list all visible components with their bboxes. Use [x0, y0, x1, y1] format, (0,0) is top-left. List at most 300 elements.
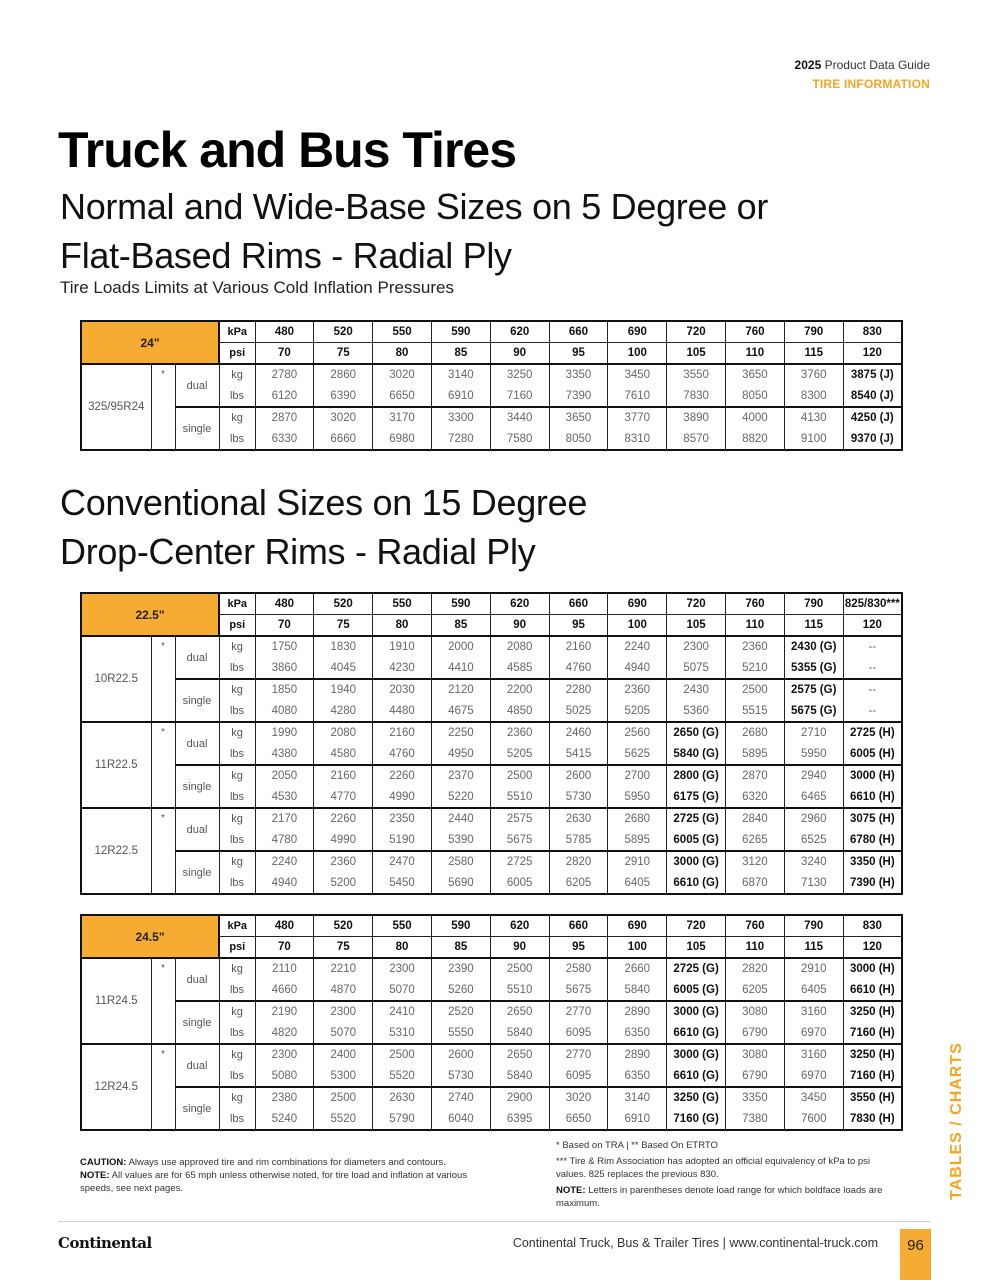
psi-value: 85 — [431, 615, 490, 637]
load-value: 4130 — [784, 407, 843, 429]
load-value: 5310 — [373, 1023, 432, 1045]
load-value: 2160 — [373, 722, 432, 744]
load-value: 2890 — [608, 1044, 667, 1066]
load-value: 2500 — [490, 958, 549, 980]
continental-logo: Continental — [58, 1234, 152, 1252]
load-value: 2600 — [549, 765, 608, 787]
tire-size: 12R22.5 — [81, 808, 151, 894]
kpa-value: 760 — [726, 593, 785, 615]
load-value: 2575 (G) — [784, 679, 843, 701]
psi-value: 110 — [726, 343, 785, 365]
load-value: 2960 — [784, 808, 843, 830]
load-value: 2680 — [726, 722, 785, 744]
load-value: 6780 (H) — [843, 830, 902, 852]
load-value: 8310 — [608, 429, 667, 451]
load-value: 5025 — [549, 701, 608, 723]
load-value: 4675 — [431, 701, 490, 723]
notes-footnotes — [556, 1139, 896, 1213]
load-value: 2560 — [608, 722, 667, 744]
psi-value: 90 — [490, 615, 549, 637]
load-value: 3000 (G) — [667, 851, 726, 873]
load-value: 3770 — [608, 407, 667, 429]
psi-value: 105 — [667, 937, 726, 959]
kpa-value: 830 — [843, 321, 902, 343]
section2-subtitle-line2: Drop-Center Rims - Radial Ply — [60, 531, 536, 572]
load-value: 5550 — [431, 1023, 490, 1045]
section1-caption: Tire Loads Limits at Various Cold Inflation Pressures — [60, 278, 455, 297]
kpa-value: 790 — [784, 321, 843, 343]
mount-type: dual — [175, 722, 219, 765]
section1-subtitle-line2: Flat-Based Rims - Radial Ply — [60, 235, 512, 276]
load-value: 4870 — [314, 980, 373, 1002]
load-value: 8820 — [726, 429, 785, 451]
kpa-value: 660 — [549, 321, 608, 343]
load-value: 7380 — [726, 1109, 785, 1131]
load-value: 4000 — [726, 407, 785, 429]
load-value: 2360 — [608, 679, 667, 701]
load-value: 2460 — [549, 722, 608, 744]
load-value: 2520 — [431, 1001, 490, 1023]
section1-subtitle — [60, 182, 768, 280]
kpa-value: 480 — [255, 321, 314, 343]
load-value: 3550 (H) — [843, 1087, 902, 1109]
load-value: 3000 (G) — [667, 1044, 726, 1066]
load-value: 6120 — [255, 386, 314, 408]
load-value: 5080 — [255, 1066, 314, 1088]
load-value: 2110 — [255, 958, 314, 980]
unit-label: lbs — [219, 787, 255, 809]
psi-value: 70 — [255, 937, 314, 959]
psi-value: 105 — [667, 343, 726, 365]
load-value: 5675 — [490, 830, 549, 852]
load-value: 5070 — [373, 980, 432, 1002]
load-value: 3350 (H) — [843, 851, 902, 873]
load-value: 4250 (J) — [843, 407, 902, 429]
load-value: 4940 — [608, 658, 667, 680]
tire-size: 11R24.5 — [81, 958, 151, 1044]
kpa-value: 590 — [431, 915, 490, 937]
guide-year: 2025 — [794, 58, 822, 72]
load-value: 7600 — [784, 1109, 843, 1131]
unit-label: lbs — [219, 830, 255, 852]
load-value: 2360 — [490, 722, 549, 744]
load-value: 6330 — [255, 429, 314, 451]
kpa-value: 520 — [314, 321, 373, 343]
load-value: 5300 — [314, 1066, 373, 1088]
load-value: 5520 — [314, 1109, 373, 1131]
load-value: 4760 — [549, 658, 608, 680]
load-value: 3000 (G) — [667, 1001, 726, 1023]
load-value: 4850 — [490, 701, 549, 723]
load-value: 3240 — [784, 851, 843, 873]
load-value: 6320 — [726, 787, 785, 809]
mount-type: dual — [175, 364, 219, 407]
kpa-value: 830 — [843, 915, 902, 937]
load-value: 3250 (H) — [843, 1044, 902, 1066]
table-row — [81, 407, 902, 429]
load-value: 6265 — [726, 830, 785, 852]
unit-label: kg — [219, 808, 255, 830]
load-value: 4280 — [314, 701, 373, 723]
tire-load-table — [80, 914, 903, 1131]
load-value: 2870 — [255, 407, 314, 429]
load-value: 2400 — [314, 1044, 373, 1066]
unit-label: lbs — [219, 1023, 255, 1045]
load-value: 2300 — [255, 1044, 314, 1066]
load-value: 2660 — [608, 958, 667, 980]
load-value: 1850 — [255, 679, 314, 701]
load-value: 6095 — [549, 1023, 608, 1045]
load-value: 2580 — [549, 958, 608, 980]
load-value: 3075 (H) — [843, 808, 902, 830]
load-value: 2890 — [608, 1001, 667, 1023]
load-value: 4585 — [490, 658, 549, 680]
load-value: 4230 — [373, 658, 432, 680]
load-value: 4530 — [255, 787, 314, 809]
mount-type: single — [175, 1001, 219, 1044]
table-row — [81, 765, 902, 787]
load-value: 6350 — [608, 1066, 667, 1088]
load-value: 5355 (G) — [784, 658, 843, 680]
load-value: 4990 — [373, 787, 432, 809]
kpa-value: 520 — [314, 593, 373, 615]
load-value: 6175 (G) — [667, 787, 726, 809]
load-value: 4660 — [255, 980, 314, 1002]
tra-marker: * — [151, 958, 175, 1044]
load-value: 3875 (J) — [843, 364, 902, 386]
load-value: -- — [843, 701, 902, 723]
kpa-value: 690 — [608, 321, 667, 343]
load-value: 3650 — [549, 407, 608, 429]
unit-label: lbs — [219, 744, 255, 766]
load-value: 6525 — [784, 830, 843, 852]
unit-label: lbs — [219, 980, 255, 1002]
footnote-tra-etrto: * Based on TRA | ** Based On ETRTO — [556, 1140, 718, 1151]
psi-value: 95 — [549, 937, 608, 959]
load-value: 6970 — [784, 1066, 843, 1088]
load-value: 7390 (H) — [843, 873, 902, 895]
load-value: 4760 — [373, 744, 432, 766]
footer-divider — [58, 1221, 930, 1222]
tire-size: 12R24.5 — [81, 1044, 151, 1130]
load-value: 5950 — [784, 744, 843, 766]
psi-value: 80 — [373, 937, 432, 959]
psi-value: 95 — [549, 343, 608, 365]
load-value: 5675 — [549, 980, 608, 1002]
load-value: 2500 — [490, 765, 549, 787]
mount-type: dual — [175, 636, 219, 679]
psi-value: 80 — [373, 615, 432, 637]
load-value: 2000 — [431, 636, 490, 658]
load-value: 7830 — [667, 386, 726, 408]
load-value: 2300 — [314, 1001, 373, 1023]
load-value: 2500 — [373, 1044, 432, 1066]
kpa-value: 550 — [373, 593, 432, 615]
kpa-value: 520 — [314, 915, 373, 937]
load-value: 5205 — [608, 701, 667, 723]
load-value: 5210 — [726, 658, 785, 680]
load-value: 2700 — [608, 765, 667, 787]
load-value: 2080 — [490, 636, 549, 658]
kpa-value: 480 — [255, 915, 314, 937]
unit-label: kg — [219, 851, 255, 873]
kpa-value: 480 — [255, 593, 314, 615]
note-label-right: NOTE: — [556, 1185, 586, 1196]
kpa-label: kPa — [219, 593, 255, 615]
load-value: 5690 — [431, 873, 490, 895]
load-value: 2410 — [373, 1001, 432, 1023]
notes-caution — [80, 1156, 500, 1195]
rim-diameter-header: 22.5" — [81, 593, 219, 636]
tra-marker: * — [151, 636, 175, 722]
psi-value: 85 — [431, 343, 490, 365]
load-value: 2360 — [314, 851, 373, 873]
load-value: 3300 — [431, 407, 490, 429]
load-value: 3450 — [784, 1087, 843, 1109]
load-value: 2160 — [314, 765, 373, 787]
load-value: 2360 — [726, 636, 785, 658]
tire-load-table — [80, 320, 903, 451]
unit-label: kg — [219, 636, 255, 658]
load-value: 8050 — [726, 386, 785, 408]
load-value: 2740 — [431, 1087, 490, 1109]
kpa-value: 720 — [667, 321, 726, 343]
psi-value: 80 — [373, 343, 432, 365]
load-value: 7160 — [490, 386, 549, 408]
psi-value: 75 — [314, 343, 373, 365]
load-value: 2260 — [314, 808, 373, 830]
load-value: 3020 — [314, 407, 373, 429]
load-value: 2650 — [490, 1001, 549, 1023]
load-value: 6205 — [726, 980, 785, 1002]
psi-value: 115 — [784, 937, 843, 959]
load-value: 6405 — [784, 980, 843, 1002]
load-value: 5070 — [314, 1023, 373, 1045]
load-value: 8300 — [784, 386, 843, 408]
load-value: 2030 — [373, 679, 432, 701]
load-value: 3080 — [726, 1044, 785, 1066]
psi-value: 100 — [608, 343, 667, 365]
load-value: 5730 — [549, 787, 608, 809]
load-value: 6350 — [608, 1023, 667, 1045]
mount-type: single — [175, 1087, 219, 1130]
psi-value: 115 — [784, 343, 843, 365]
load-value: -- — [843, 679, 902, 701]
psi-label: psi — [219, 937, 255, 959]
load-value: 2870 — [726, 765, 785, 787]
load-value: 3000 (H) — [843, 765, 902, 787]
load-value: 3250 (G) — [667, 1087, 726, 1109]
load-value: 8050 — [549, 429, 608, 451]
load-value: 4820 — [255, 1023, 314, 1045]
load-value: 5625 — [608, 744, 667, 766]
load-value: 3000 (H) — [843, 958, 902, 980]
load-value: 4045 — [314, 658, 373, 680]
load-value: 2710 — [784, 722, 843, 744]
load-value: 6005 (H) — [843, 744, 902, 766]
table-row — [81, 1001, 902, 1023]
tire-size: 10R22.5 — [81, 636, 151, 722]
load-value: 2770 — [549, 1001, 608, 1023]
load-value: 5515 — [726, 701, 785, 723]
load-value: 3250 (H) — [843, 1001, 902, 1023]
load-value: 2500 — [314, 1087, 373, 1109]
load-value: 5520 — [373, 1066, 432, 1088]
load-value: 6980 — [373, 429, 432, 451]
unit-label: lbs — [219, 873, 255, 895]
load-value: 6005 (G) — [667, 980, 726, 1002]
load-value: 6005 — [490, 873, 549, 895]
load-value: 3160 — [784, 1044, 843, 1066]
tire-size: 11R22.5 — [81, 722, 151, 808]
load-value: 2240 — [608, 636, 667, 658]
rim-diameter-header: 24" — [81, 321, 219, 364]
load-value: 2350 — [373, 808, 432, 830]
load-value: 7580 — [490, 429, 549, 451]
table-row — [81, 364, 902, 386]
load-value: 7160 (H) — [843, 1066, 902, 1088]
load-value: 1830 — [314, 636, 373, 658]
table-row — [81, 808, 902, 830]
unit-label: lbs — [219, 701, 255, 723]
load-value: -- — [843, 636, 902, 658]
load-value: 1750 — [255, 636, 314, 658]
load-value: 7160 (G) — [667, 1109, 726, 1131]
load-value: 8540 (J) — [843, 386, 902, 408]
psi-value: 115 — [784, 615, 843, 637]
unit-label: lbs — [219, 1109, 255, 1131]
tra-marker: * — [151, 364, 175, 450]
load-value: 5360 — [667, 701, 726, 723]
load-value: 4770 — [314, 787, 373, 809]
load-value: 3650 — [726, 364, 785, 386]
psi-value: 110 — [726, 615, 785, 637]
load-value: 2370 — [431, 765, 490, 787]
unit-label: kg — [219, 679, 255, 701]
load-value: 2300 — [373, 958, 432, 980]
load-value: -- — [843, 658, 902, 680]
load-value: 5895 — [608, 830, 667, 852]
load-value: 3440 — [490, 407, 549, 429]
psi-value: 90 — [490, 343, 549, 365]
load-value: 7610 — [608, 386, 667, 408]
psi-value: 70 — [255, 343, 314, 365]
load-value: 2650 — [490, 1044, 549, 1066]
section1-subtitle-line1: Normal and Wide-Base Sizes on 5 Degree or — [60, 186, 769, 227]
load-value: 2500 — [726, 679, 785, 701]
load-value: 2440 — [431, 808, 490, 830]
load-value: 8570 — [667, 429, 726, 451]
load-value: 5205 — [490, 744, 549, 766]
table-row — [81, 636, 902, 658]
load-value: 6610 (H) — [843, 980, 902, 1002]
load-value: 3120 — [726, 851, 785, 873]
load-value: 4940 — [255, 873, 314, 895]
unit-label: lbs — [219, 658, 255, 680]
load-value: 6610 (G) — [667, 873, 726, 895]
mount-type: single — [175, 765, 219, 808]
load-value: 5390 — [431, 830, 490, 852]
load-value: 4410 — [431, 658, 490, 680]
load-value: 3350 — [726, 1087, 785, 1109]
load-value: 2580 — [431, 851, 490, 873]
load-value: 6870 — [726, 873, 785, 895]
load-value: 2170 — [255, 808, 314, 830]
load-value: 3020 — [373, 364, 432, 386]
load-value: 5220 — [431, 787, 490, 809]
table-row — [81, 1044, 902, 1066]
load-value: 5840 (G) — [667, 744, 726, 766]
load-value: 2470 — [373, 851, 432, 873]
mount-type: single — [175, 407, 219, 450]
tire-size: 325/95R24 — [81, 364, 151, 450]
load-value: 6610 (G) — [667, 1023, 726, 1045]
load-value: 2680 — [608, 808, 667, 830]
kpa-value: 760 — [726, 915, 785, 937]
psi-value: 95 — [549, 615, 608, 637]
mount-type: single — [175, 851, 219, 894]
load-value: 3860 — [255, 658, 314, 680]
guide-header — [795, 56, 930, 94]
load-value: 4480 — [373, 701, 432, 723]
load-value: 6970 — [784, 1023, 843, 1045]
load-value: 6040 — [431, 1109, 490, 1131]
psi-value: 100 — [608, 615, 667, 637]
psi-value: 120 — [843, 937, 902, 959]
unit-label: kg — [219, 407, 255, 429]
load-value: 4380 — [255, 744, 314, 766]
load-value: 3170 — [373, 407, 432, 429]
side-tab-tables-charts: TABLES / CHARTS — [948, 1042, 965, 1200]
load-value: 7160 (H) — [843, 1023, 902, 1045]
table-row — [81, 679, 902, 701]
psi-value: 75 — [314, 937, 373, 959]
load-value: 6910 — [431, 386, 490, 408]
load-value: 5415 — [549, 744, 608, 766]
load-value: 7830 (H) — [843, 1109, 902, 1131]
load-value: 2630 — [373, 1087, 432, 1109]
load-value: 6395 — [490, 1109, 549, 1131]
note-label: NOTE: — [80, 1170, 110, 1181]
mount-type: dual — [175, 808, 219, 851]
load-value: 5730 — [431, 1066, 490, 1088]
kpa-value: 590 — [431, 593, 490, 615]
load-value: 6205 — [549, 873, 608, 895]
caution-text: Always use approved tire and rim combinations for diameters and contours. — [126, 1157, 446, 1168]
page-title: Truck and Bus Tires — [58, 122, 517, 178]
load-value: 1940 — [314, 679, 373, 701]
load-value: 5510 — [490, 787, 549, 809]
load-value: 2575 — [490, 808, 549, 830]
load-value: 2650 (G) — [667, 722, 726, 744]
load-value: 2910 — [784, 958, 843, 980]
unit-label: kg — [219, 364, 255, 386]
load-value: 2190 — [255, 1001, 314, 1023]
psi-value: 85 — [431, 937, 490, 959]
load-value: 6405 — [608, 873, 667, 895]
load-value: 5075 — [667, 658, 726, 680]
footnote-tra-equivalency: *** Tire & Rim Association has adopted an official equivalency of kPa to psi values. 825 replaces the previous 830. — [556, 1156, 871, 1180]
load-value: 3020 — [549, 1087, 608, 1109]
load-value: 2820 — [549, 851, 608, 873]
load-value: 6390 — [314, 386, 373, 408]
load-value: 2390 — [431, 958, 490, 980]
table-row — [81, 1087, 902, 1109]
load-value: 6650 — [373, 386, 432, 408]
psi-value: 70 — [255, 615, 314, 637]
psi-value: 100 — [608, 937, 667, 959]
load-value: 2780 — [255, 364, 314, 386]
